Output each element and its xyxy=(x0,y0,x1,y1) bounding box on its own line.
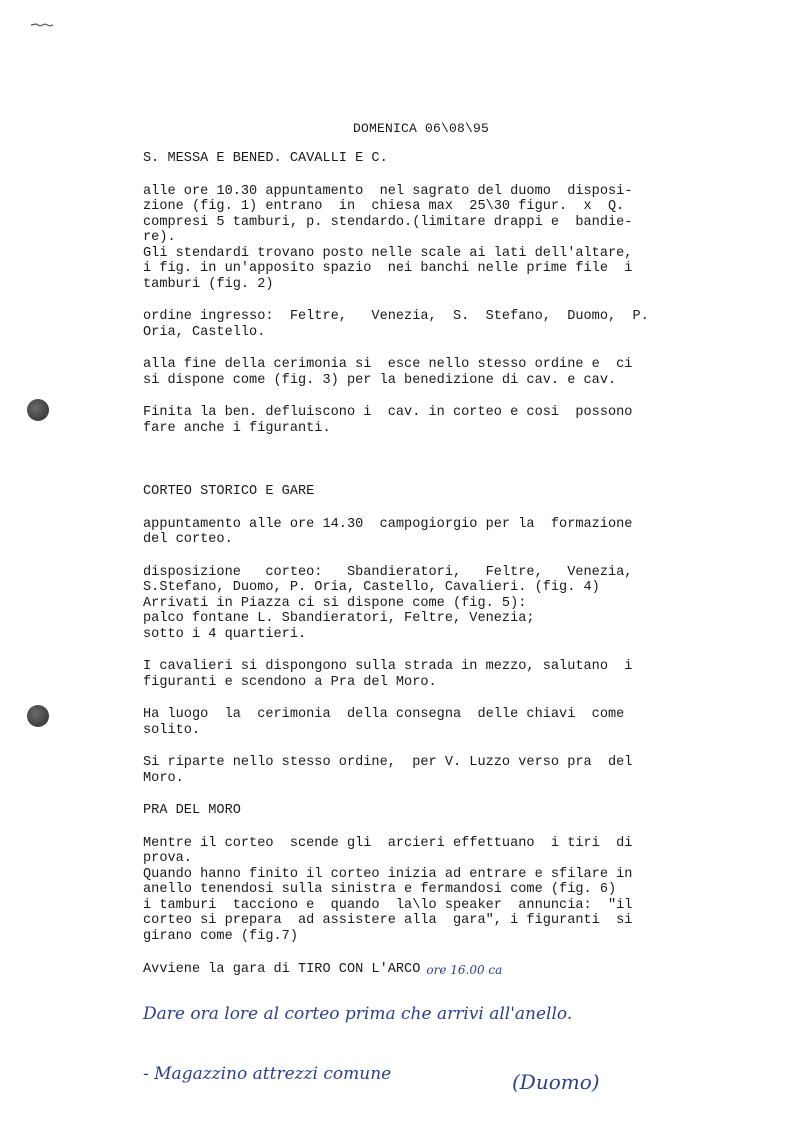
paragraph-disposizione-corteo: disposizione corteo: Sbandieratori, Feltre, Venezia, S.Stefano, Duomo, P. Oria, Castello, Cavalieri. (fig. 4) Arrivati in Piazza ci si dispone come (fig. 5): palco fontane L. Sbandieratori, Feltre, Venezia; sotto i 4 quartieri. xyxy=(143,564,633,642)
document-body xyxy=(143,151,733,978)
handwritten-note-boxed: (Duomo) xyxy=(512,1070,600,1094)
date-header: DOMENICA 06\08\95 xyxy=(353,121,490,136)
gara-tiro-text: Avviene la gara di TIRO CON L'ARCO xyxy=(143,962,421,977)
punch-hole-bottom xyxy=(27,705,49,727)
corner-scribble-mark xyxy=(30,22,54,28)
handwritten-note-line-2: - Magazzino attrezzi comune xyxy=(143,1064,392,1084)
paragraph-arcieri: Mentre il corteo scende gli arcieri effettuano i tiri di prova. Quando hanno finito il corteo inizia ad entrare e sfilare in anello tenendosi sulla sinistra e fermandosi come (fig. 6) i tamburi tacciono e quando la\lo speaker annuncia: "il corteo si prepara ad assistere alla gara", i figuranti si girano come (fig.7) xyxy=(143,835,633,944)
handwritten-inline-note: ore 16.00 ca xyxy=(426,963,503,977)
paragraph-appuntamento-duomo: alle ore 10.30 appuntamento nel sagrato del duomo disposi- zione (fig. 1) entrano in chiesa max 25\30 figur. x Q. compresi 5 tamburi, p. stendardo.(limitare drappi e bandie- re). Gli stendardi trovano posto nelle scale ai lati dell'altare, i fig. in un'apposito spazio nei banchi nelle prime file i tamburi (fig. 2) xyxy=(143,183,633,292)
paragraph-appuntamento-corteo: appuntamento alle ore 14.30 campogiorgio per la formazione del corteo. xyxy=(143,516,633,547)
paragraph-consegna-chiavi: Ha luogo la cerimonia della consegna delle chiavi come solito. xyxy=(143,707,625,738)
paragraph-fine-cerimonia: alla fine della cerimonia si esce nello stesso ordine e ci si dispone come (fig. 3) per la benedizione di cav. e cav. xyxy=(143,357,633,388)
punch-hole-top xyxy=(27,399,49,421)
section-title-corteo: CORTEO STORICO E GARE xyxy=(143,484,315,499)
section-title-pra-del-moro: PRA DEL MORO xyxy=(143,803,241,818)
paragraph-cavalieri: I cavalieri si dispongono sulla strada in mezzo, salutano i figuranti e scendono a Pra del Moro. xyxy=(143,659,633,690)
paragraph-finita-benedizione: Finita la ben. defluiscono i cav. in corteo e cosi possono fare anche i figuranti. xyxy=(143,405,633,436)
paragraph-gara-tiro xyxy=(143,961,733,978)
paragraph-ordine-ingresso: ordine ingresso: Feltre, Venezia, S. Stefano, Duomo, P. Oria, Castello. xyxy=(143,309,649,340)
section-title-messa: S. MESSA E BENED. CAVALLI E C. xyxy=(143,151,388,166)
paragraph-si-riparte: Si riparte nello stesso ordine, per V. Luzzo verso pra del Moro. xyxy=(143,755,633,786)
handwritten-note-line-1: Dare ora lore al corteo prima che arrivi all'anello. xyxy=(143,1004,573,1024)
